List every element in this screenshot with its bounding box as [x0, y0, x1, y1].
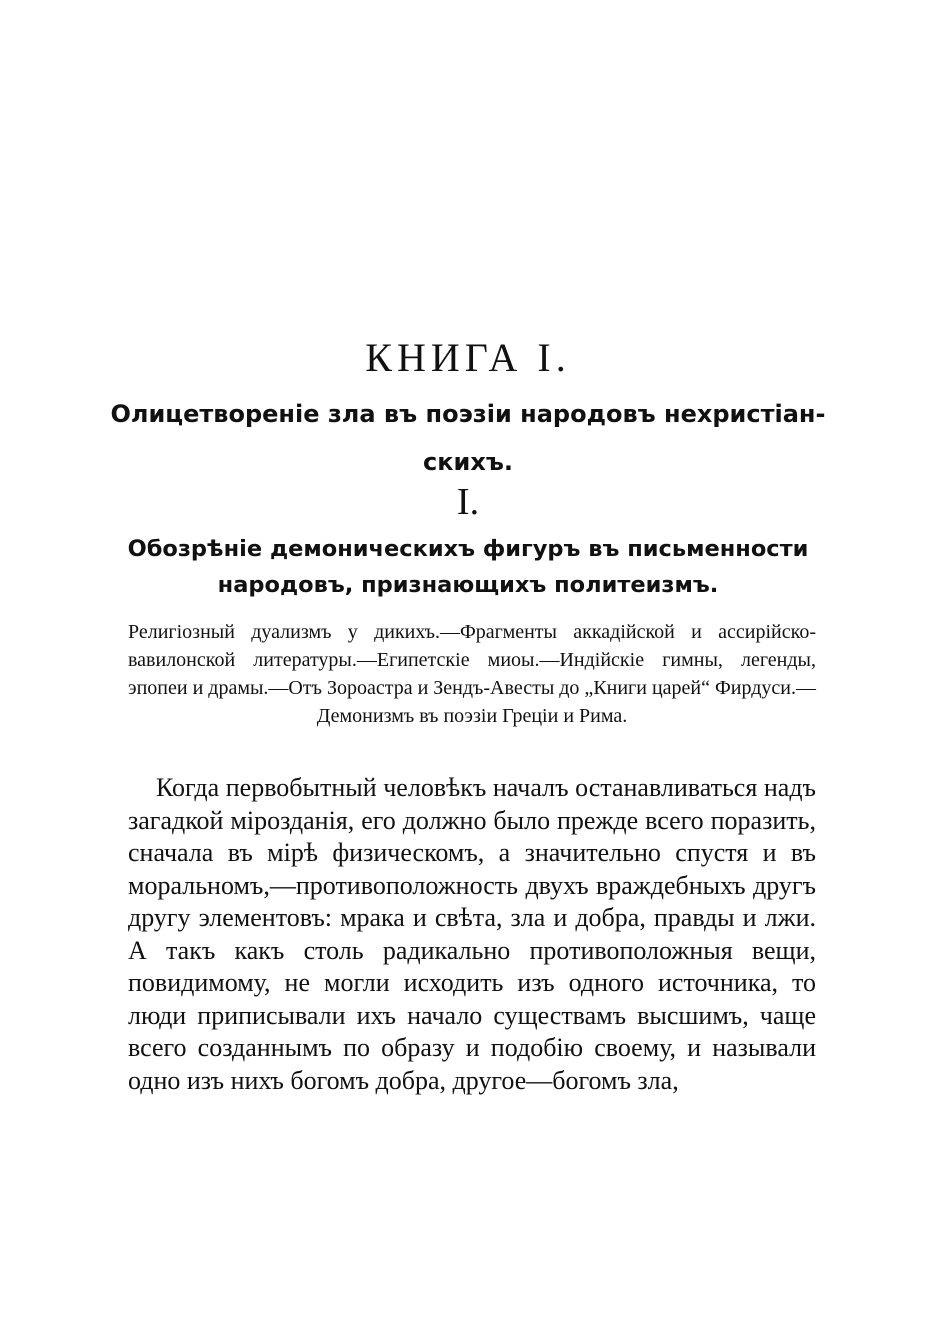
- chapter-heading: [110, 531, 826, 603]
- chapter-heading-line-1: Обозрѣніе демоническихъ фигуръ въ письменности: [127, 536, 809, 562]
- chapter-number: I.: [456, 481, 480, 523]
- chapter-heading-line-2: народовъ, признающихъ политеизмъ.: [217, 572, 719, 598]
- book-part-title: КНИГА I.: [365, 335, 571, 380]
- chapter-summary: Религіозный дуализмъ у дикихъ.—Фрагменты аккадійской и ассирійско-вавилонской литературы.—Египетскіе миоы.—Индійскіе гимны, легенды, эпопеи и драмы.—Отъ Зороастра и Зендъ-Авесты до „Книги царей“ Фирдуси.—Демонизмъ въ поэзіи Греціи и Рима.: [128, 621, 816, 727]
- body-paragraph: Когда первобытный человѣкъ началъ останавливаться надъ загадкой мірозданія, его должно было прежде всего поразить, сначала въ мірѣ физическомъ, а значительно спустя и въ моральномъ,—противоположность двухъ враждебныхъ другъ другу элементовъ: мрака и свѣта, зла и добра, правды и лжи. А такъ какъ столь радикально противоположныя вещи, повидимому, не могли исходить изъ одного источника, то люди приписывали ихъ начало существамъ высшимъ, чаще всего созданнымъ по образу и подобію своему, и называли одно изъ нихъ богомъ добра, другое—богомъ зла,: [128, 773, 816, 1095]
- part-heading-line-2: скихъ.: [423, 448, 513, 476]
- part-heading-line-1: Олицетвореніе зла въ поэзіи народовъ нехристіан-: [110, 400, 826, 428]
- part-heading: [110, 390, 826, 486]
